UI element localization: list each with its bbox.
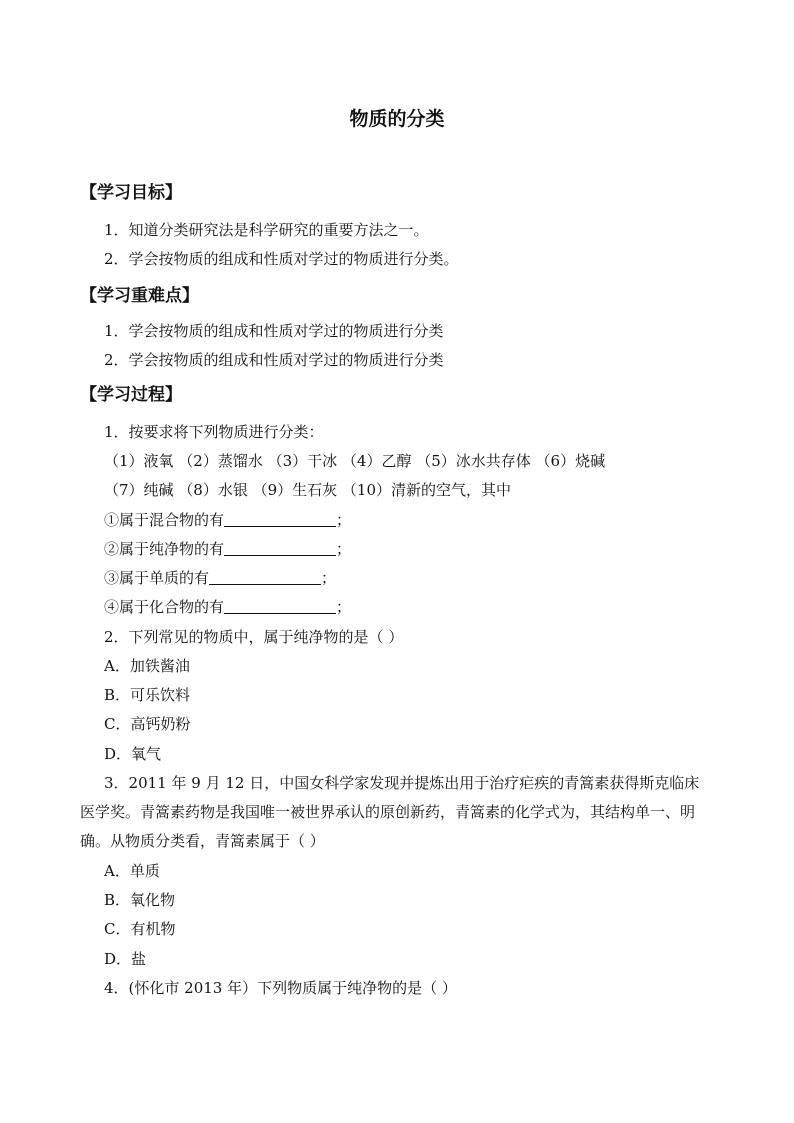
answer-blank[interactable]: [224, 514, 336, 527]
q2-option-b: B．可乐饮料: [104, 686, 191, 704]
answer-blank[interactable]: [224, 601, 336, 614]
answer-blank[interactable]: [224, 543, 336, 556]
q3-option-b: B．氧化物: [104, 891, 176, 909]
q1-blank-pure: [104, 538, 351, 559]
q1-blank-compound: [104, 596, 351, 617]
blank-end: ；: [336, 598, 352, 616]
blank-label: ②属于纯净物的有: [104, 540, 225, 558]
q3-stem-line3: 确。从物质分类看，青篙素属于（ ）: [80, 832, 325, 850]
q1-list-line1: （1）液氧 （2）蒸馏水 （3）干冰 （4）乙醇 （5）冰水共存体 （6）烧碱: [104, 452, 606, 470]
blank-label: ①属于混合物的有: [104, 511, 225, 529]
q1-blank-mixture: [104, 509, 351, 530]
section-heading-goals: 【学习目标】: [80, 183, 182, 203]
q2-option-a: A．加铁酱油: [104, 657, 190, 675]
section-heading-key-points: 【学习重难点】: [80, 286, 199, 306]
blank-label: ④属于化合物的有: [104, 598, 225, 616]
q1-stem: 1．按要求将下列物质进行分类：: [104, 423, 324, 441]
goal-item-2: 2．学会按物质的组成和性质对学过的物质进行分类。: [104, 250, 459, 268]
key-point-item-1: 1．学会按物质的组成和性质对学过的物质进行分类: [104, 322, 444, 340]
q2-option-c: C．高钙奶粉: [104, 715, 191, 733]
q3-option-c: C．有机物: [104, 920, 176, 938]
blank-end: ；: [336, 511, 352, 529]
q2-stem: 2．下列常见的物质中，属于纯净物的是（ ）: [104, 628, 404, 646]
key-point-item-2: 2．学会按物质的组成和性质对学过的物质进行分类: [104, 351, 444, 369]
goal-item-1: 1．知道分类研究法是科学研究的重要方法之一。: [104, 221, 429, 239]
q1-blank-element: [104, 567, 336, 588]
q3-option-a: A．单质: [104, 862, 160, 880]
page-title: 物质的分类: [349, 108, 445, 130]
blank-label: ③属于单质的有: [104, 569, 210, 587]
blank-end: ；: [321, 569, 337, 587]
q3-stem-line1: 3．2011 年 9 月 12 日，中国女科学家发现并提炼出用于治疗疟疾的青篙素获得斯克临床: [104, 774, 700, 792]
section-heading-process: 【学习过程】: [80, 385, 182, 405]
q2-option-d: D．氧气: [104, 745, 162, 763]
answer-blank[interactable]: [209, 572, 321, 585]
blank-end: ；: [336, 540, 352, 558]
q1-list-line2: （7）纯碱 （8）水银 （9）生石灰 （10）清新的空气，其中: [104, 481, 512, 499]
q3-stem-line2: 医学奖。青篙素药物是我国唯一被世界承认的原创新药，青篙素的化学式为，其结构单一、明: [80, 803, 696, 821]
q3-option-d: D．盐: [104, 950, 147, 968]
q4-stem: 4．(怀化市 2013 年）下列物质属于纯净物的是（ ）: [104, 979, 457, 997]
